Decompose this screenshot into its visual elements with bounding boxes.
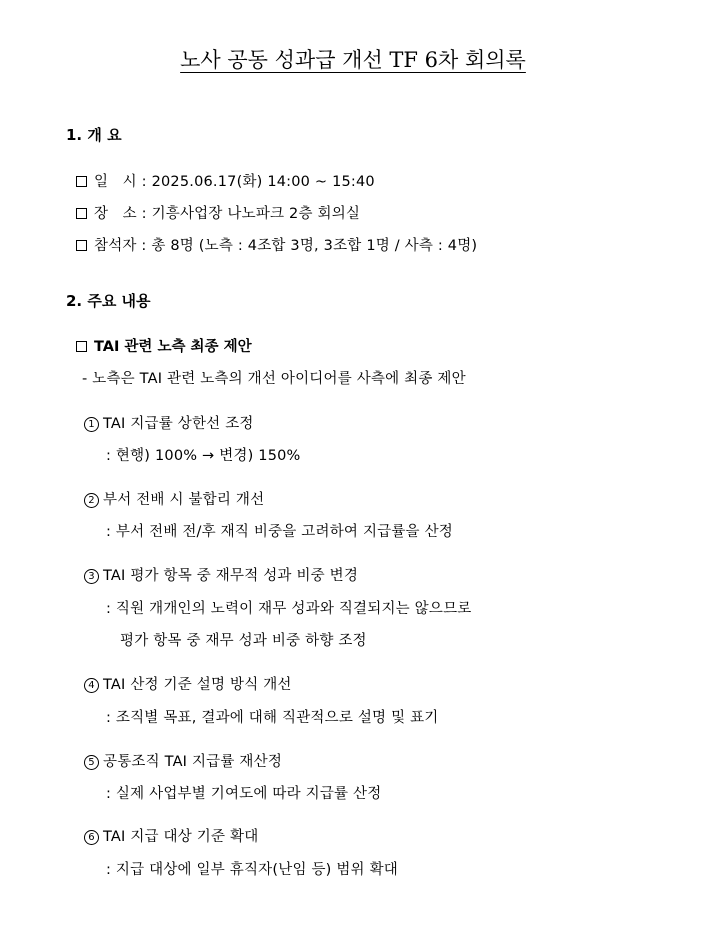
item-detail: 평가 항목 중 재무 성과 비중 하향 조정 <box>120 633 367 649</box>
item-title: 6 TAI 지급 대상 기준 확대 <box>84 825 258 846</box>
overview-row-place: 장 소 : 기흥사업장 나노파크 2층 회의실 <box>76 202 360 223</box>
overview-row-attendees: 참석자 : 총 8명 (노측 : 4조합 3명, 3조합 1명 / 사측 : 4명) <box>76 234 477 255</box>
document-title: 노사 공동 성과급 개선 TF 6차 회의록 <box>180 48 526 72</box>
row-value: 기흥사업장 나노파크 2층 회의실 <box>151 206 361 222</box>
row-value: 총 8명 (노측 : 4조합 3명, 3조합 1명 / 사측 : 4명) <box>151 238 478 254</box>
checkbox-icon <box>76 341 87 352</box>
item-detail: : 현행) 100% → 변경) 150% <box>106 448 301 464</box>
subsection-title: TAI 관련 노측 최종 제안 <box>76 335 252 356</box>
item-detail: : 지급 대상에 일부 휴직자(난임 등) 범위 확대 <box>106 862 398 878</box>
item-title: 4 TAI 산정 기준 설명 방식 개선 <box>84 673 292 694</box>
checkbox-icon <box>76 240 87 251</box>
section-heading-overview: 1. 개 요 <box>66 126 122 144</box>
item-title: 5 공통조직 TAI 지급률 재산정 <box>84 750 282 771</box>
row-label: 장 소 <box>94 206 137 222</box>
item-title: 1 TAI 지급률 상한선 조정 <box>84 412 254 433</box>
item-title: 2 부서 전배 시 불합리 개선 <box>84 488 264 509</box>
row-label: 일 시 <box>94 174 137 190</box>
checkbox-icon <box>76 176 87 187</box>
item-detail: : 실제 사업부별 기여도에 따라 지급률 산정 <box>106 786 382 802</box>
item-detail: : 직원 개개인의 노력이 재무 성과와 직결되지는 않으므로 <box>106 601 472 617</box>
overview-row-datetime: 일 시 : 2025.06.17(화) 14:00 ~ 15:40 <box>76 170 375 191</box>
item-detail: : 부서 전배 전/후 재직 비중을 고려하여 지급률을 산정 <box>106 524 453 540</box>
circled-number-icon: 3 <box>84 569 99 584</box>
row-label: 참석자 <box>94 238 137 254</box>
circled-number-icon: 5 <box>84 755 99 770</box>
intro-line: - 노측은 TAI 관련 노측의 개선 아이디어를 사측에 최종 제안 <box>82 371 466 387</box>
section-heading-main: 2. 주요 내용 <box>66 292 151 310</box>
circled-number-icon: 4 <box>84 678 99 693</box>
item-detail: : 조직별 목표, 결과에 대해 직관적으로 설명 및 표기 <box>106 710 439 726</box>
circled-number-icon: 6 <box>84 830 99 845</box>
item-title: 3 TAI 평가 항목 중 재무적 성과 비중 변경 <box>84 564 358 585</box>
circled-number-icon: 2 <box>84 493 99 508</box>
circled-number-icon: 1 <box>84 417 99 432</box>
checkbox-icon <box>76 208 87 219</box>
row-value: 2025.06.17(화) 14:00 ~ 15:40 <box>151 174 375 190</box>
